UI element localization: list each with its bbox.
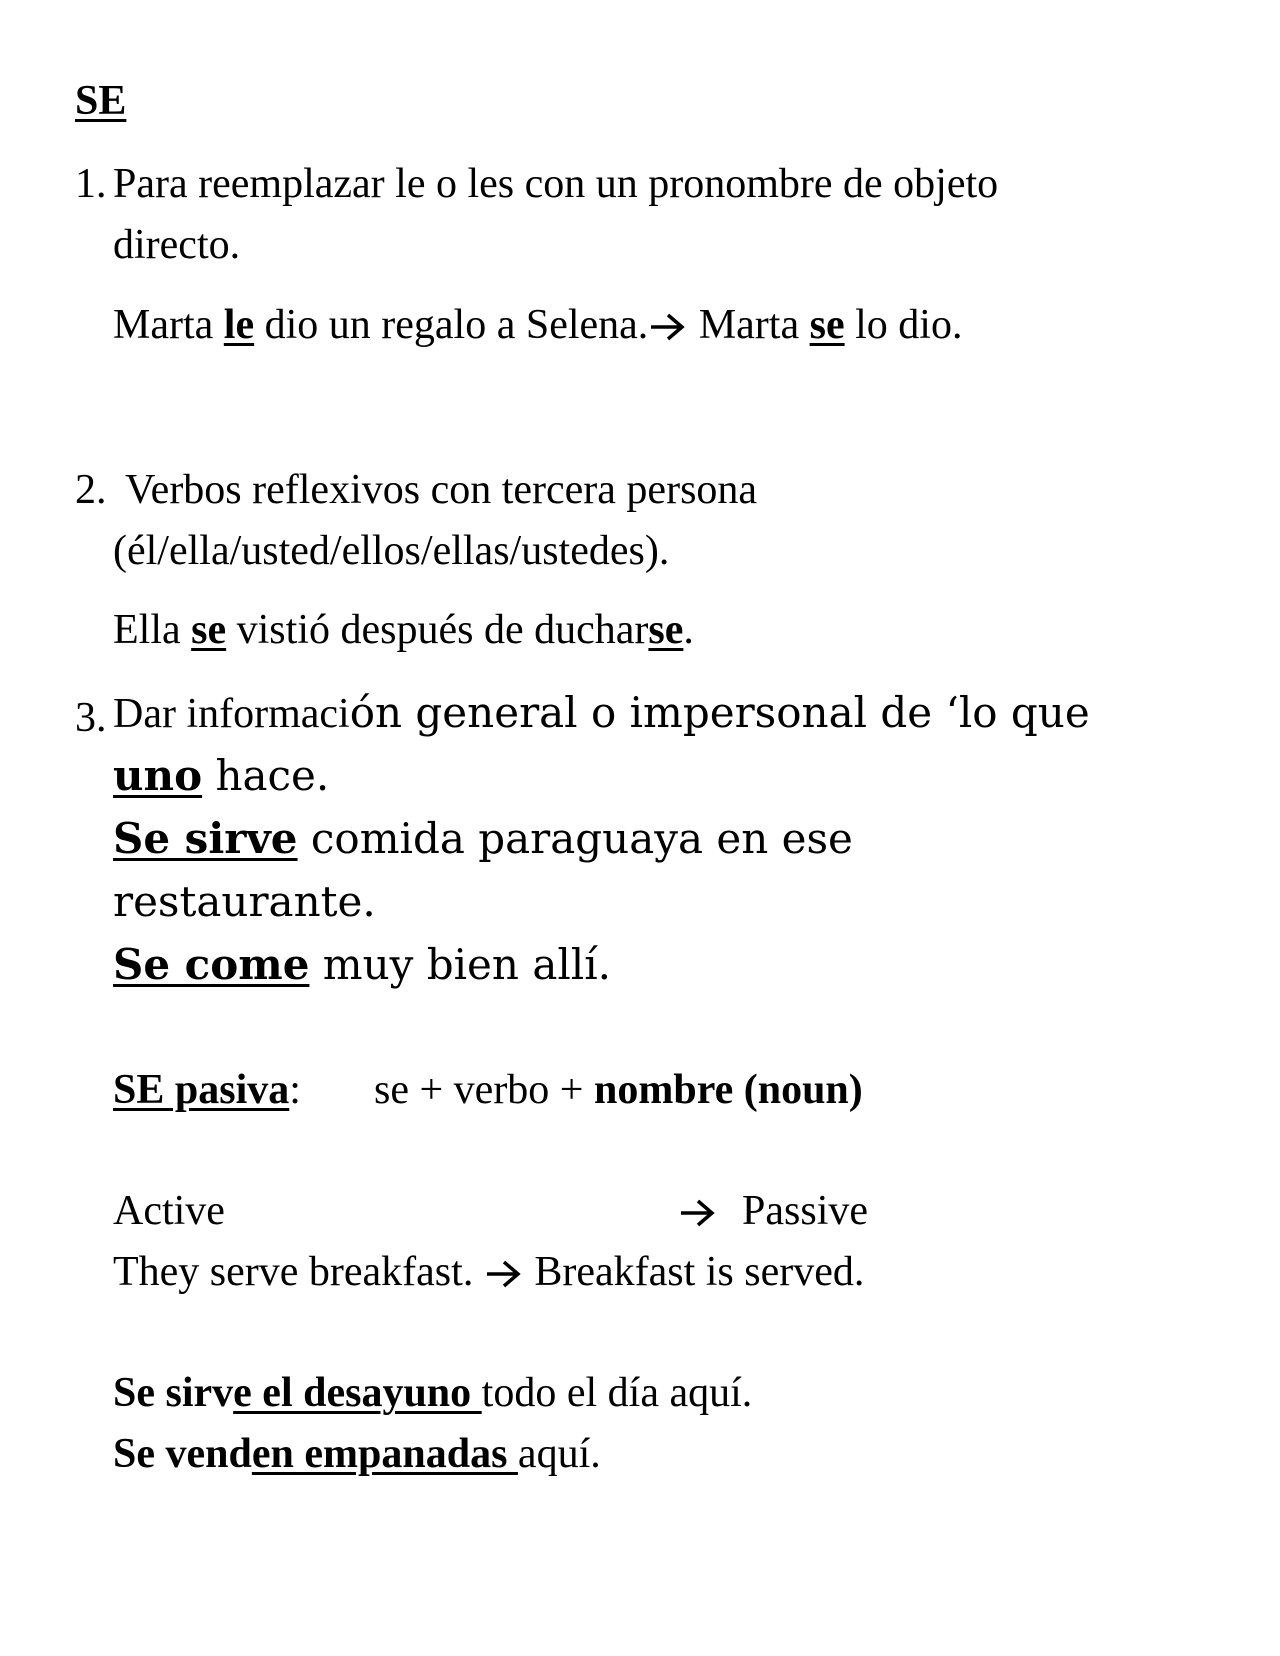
passive-label: Passive	[742, 1188, 868, 1234]
formula-noun: nombre (noun)	[594, 1067, 863, 1113]
suffix-se: se	[648, 607, 684, 653]
rule1-text-line1: Para reemplazar le o les con un pronombre de objeto	[113, 161, 999, 207]
rule3-text-small: Dar informaci	[113, 691, 350, 737]
pasiva-example1	[113, 1372, 752, 1414]
pronoun-se: se	[191, 607, 227, 653]
active-label: Active	[113, 1188, 225, 1234]
example-verb: Se vend	[113, 1431, 252, 1477]
phrase-se-come: Se come	[113, 940, 310, 989]
example-subject: en empanadas	[251, 1431, 518, 1477]
example-text: .	[683, 607, 694, 653]
formula-text: se + verbo +	[374, 1067, 594, 1113]
rule3-number: 3.	[75, 695, 107, 741]
example-text: comida paraguaya en ese	[297, 814, 853, 863]
rule2-text-line2: (él/ella/usted/ellos/ellas/ustedes).	[113, 528, 670, 574]
rule2-text-line1: Verbos reflexivos con tercera persona	[125, 467, 758, 513]
passive-example: Breakfast is served.	[534, 1249, 865, 1295]
pronoun-le: le	[223, 302, 255, 348]
page-title: SE	[75, 78, 127, 124]
example-text: todo el día aquí.	[481, 1370, 753, 1416]
pasiva-label: SE pasiva	[113, 1067, 290, 1113]
example-text: vistió después de duchar	[226, 607, 649, 653]
rule1-example	[113, 304, 962, 346]
rule3-example1-line1	[113, 814, 853, 863]
example-subject: e el desayuno	[233, 1370, 482, 1416]
pronoun-se: se	[809, 302, 845, 348]
rule3-text-line2	[113, 751, 330, 800]
example-text: Ella	[113, 607, 192, 653]
passive-heading	[678, 1190, 868, 1232]
example-text: lo dio.	[844, 302, 963, 348]
word-uno: uno	[113, 751, 203, 800]
example-text: aquí.	[517, 1431, 601, 1477]
example-verb: Se sirv	[113, 1370, 234, 1416]
rule3-text: hace.	[202, 751, 330, 800]
pasiva-formula	[374, 1069, 863, 1111]
rule3-example2	[113, 940, 612, 989]
rule3-example1-line2: restaurante.	[113, 877, 376, 926]
rule2-example	[113, 609, 694, 651]
comparison-example	[113, 1251, 864, 1293]
pasiva-colon: :	[289, 1067, 301, 1113]
arrow-right-icon	[484, 1259, 524, 1289]
example-text: dio un regalo a Selena.	[254, 302, 649, 348]
rule1-number: 1.	[75, 161, 107, 207]
example-text: Marta	[113, 302, 224, 348]
rule2-number: 2.	[75, 467, 107, 513]
pasiva-heading	[113, 1069, 301, 1111]
arrow-right-icon	[648, 312, 688, 342]
example-text: Marta	[688, 302, 810, 348]
example-text: muy bien allí.	[309, 940, 612, 989]
phrase-se-sirve: Se sirve	[113, 814, 298, 863]
pasiva-example2	[113, 1433, 601, 1475]
arrow-right-icon	[678, 1198, 718, 1228]
active-example: They serve breakfast.	[113, 1249, 474, 1295]
rule3-text-large: ón general o impersonal de ‘lo que	[349, 688, 1090, 737]
rule3-text-line1	[113, 688, 1090, 737]
rule1-text-line2: directo.	[113, 222, 241, 268]
